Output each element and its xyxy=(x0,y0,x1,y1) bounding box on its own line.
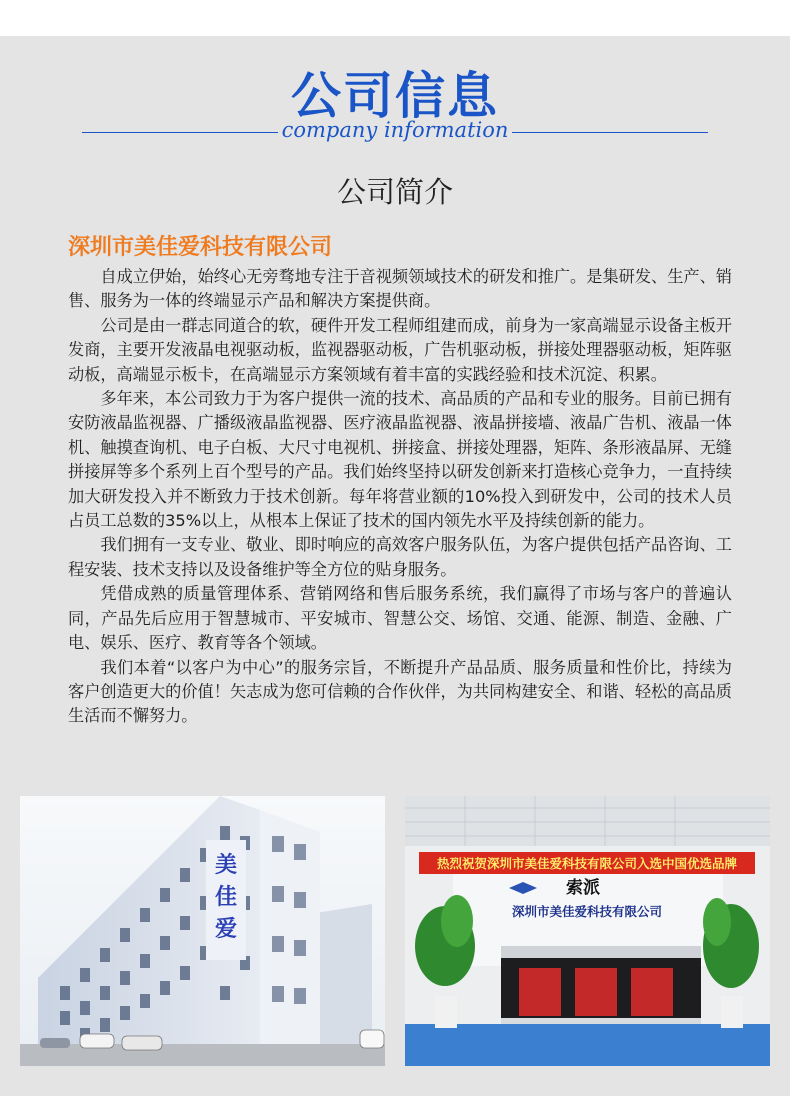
intro-paragraph-5: 凭借成熟的质量管理体系、营销网络和售后服务系统，我们赢得了市场与客户的普遍认同，产品先后应用于智慧城市、平安城市、智慧公交、场馆、交通、能源、制造、金融、广电、娱乐、医疗、教育等各个领域。 xyxy=(68,584,732,653)
intro-paragraph-6: 我们本着“以客户为中心”的服务宗旨，不断提升产品品质、服务质量和性价比，持续为客户创造更大的价值！矢志成为您可信赖的合作伙伴，为共同构建安全、和谐、轻松的高品质生活而不懈努力。 xyxy=(68,657,732,726)
lobby-photo xyxy=(405,796,770,1066)
section-title: 公司简介 xyxy=(336,175,453,209)
page-subtitle: company information xyxy=(281,118,509,142)
company-name: 深圳市美佳爱科技有限公司 xyxy=(68,235,333,260)
lobby-wall-name: 深圳市美佳爱科技有限公司 xyxy=(511,904,663,919)
intro-paragraph-2: 公司是由一群志同道合的软，硬件开发工程师组建而成，前身为一家高端显示设备主板开发商，主要开发液晶电视驱动板，监视器驱动板，广告机驱动板，拼接处理器驱动板，矩阵驱动板，高端显示板卡，在高端显示方案领域有着丰富的实践经验和技术沉淀、积累。 xyxy=(68,315,732,384)
intro-paragraph-1: 自成立伊始，始终心无旁骛地专注于音视频领域技术的研发和推广。是集研发、生产、销售、服务为一体的终端显示产品和解决方案提供商。 xyxy=(68,267,732,311)
company-intro-text xyxy=(68,265,732,729)
page-title: 公司信息 xyxy=(291,67,499,125)
building-sign-char-3: 爱 xyxy=(214,917,238,942)
building-photo xyxy=(20,796,385,1066)
top-white-strip xyxy=(0,0,790,36)
title-divider-right xyxy=(512,132,708,133)
lobby-brand: 索派 xyxy=(566,878,600,898)
intro-paragraph-4: 我们拥有一支专业、敬业、即时响应的高效客户服务队伍，为客户提供包括产品咨询、工程安装、技术支持以及设备维护等全方位的贴身服务。 xyxy=(68,535,732,579)
building-sign-char-1: 美 xyxy=(214,853,238,878)
intro-paragraph-3: 多年来，本公司致力于为客户提供一流的技术、高品质的产品和专业的服务。目前已拥有安防液晶监视器、广播级液晶监视器、医疗液晶监视器、液晶拼接墙、液晶广告机、液晶一体机、触摸查询机、电子白板、大尺寸电视机、拼接盒、拼接处理器，矩阵、条形液晶屏、无缝拼接屏等多个系列上百个型号的产品。我们始终坚持以研发创新来打造核心竞争力，一直持续加大研发投入并不断致力于技术创新。每年将营业额的10%投入到研发中，公司的技术人员占员工总数的35%以上，从根本上保证了技术的国内领先水平及持续创新的能力。 xyxy=(68,389,732,531)
lobby-banner-text: 热烈祝贺深圳市美佳爱科技有限公司入选中国优选品牌 xyxy=(436,856,738,871)
building-sign-char-2: 佳 xyxy=(214,885,238,910)
